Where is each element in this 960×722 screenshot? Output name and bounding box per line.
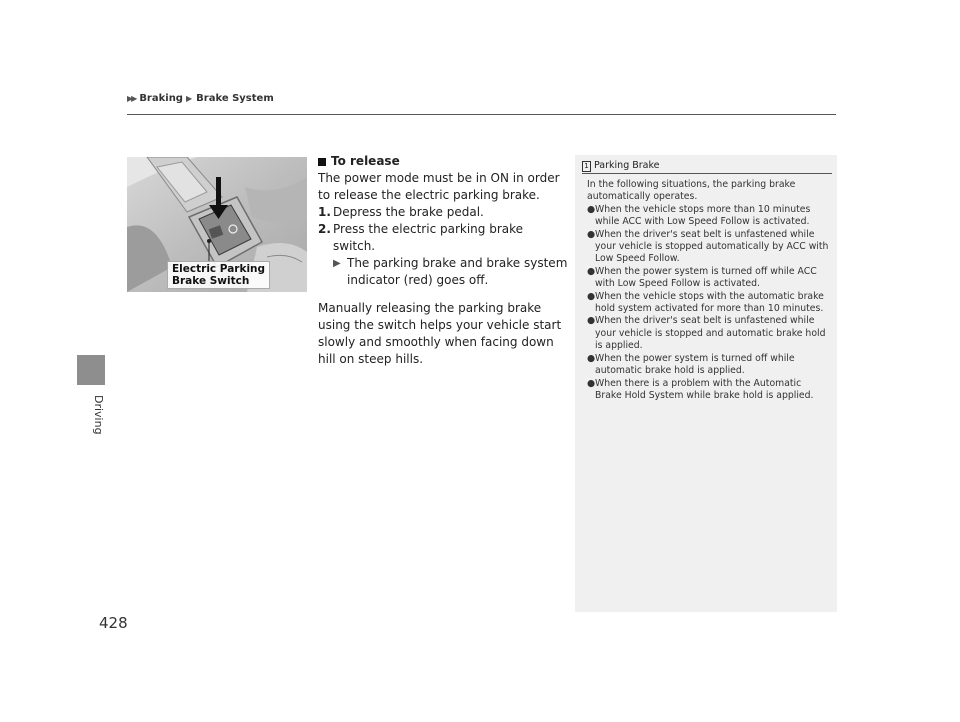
sidebar-note bbox=[575, 155, 837, 612]
note-bullet-item: ● When the power system is turned off while automatic brake hold is applied. bbox=[587, 352, 795, 377]
result-arrow-icon: ▶ bbox=[333, 258, 341, 269]
bullet-icon: ● bbox=[587, 228, 596, 240]
callout-line-1: Electric Parking bbox=[172, 263, 266, 275]
bullet-icon: ● bbox=[587, 203, 596, 215]
note-body bbox=[575, 174, 837, 402]
note-bullet-list bbox=[587, 204, 829, 403]
breadcrumb-arrow-icon: ▶▶ bbox=[127, 94, 136, 103]
note-header bbox=[582, 159, 832, 174]
step-item bbox=[318, 204, 568, 221]
section-title-text: To release bbox=[331, 154, 400, 168]
callout-line-2: Brake Switch bbox=[172, 275, 250, 287]
note-bullet-item: ● When the driver's seat belt is unfastened while your vehicle is stopped automatically by ACC with Low Speed Follow. bbox=[587, 228, 829, 265]
step-text: Depress the brake pedal. bbox=[333, 205, 484, 219]
bullet-icon: ● bbox=[587, 265, 596, 277]
step-result bbox=[318, 255, 568, 289]
note-bullet-item: ● When there is a problem with the Automatic Brake Hold System while brake hold is applied. bbox=[587, 377, 814, 401]
reference-icon: 1 bbox=[582, 161, 591, 172]
step-number: 2. bbox=[318, 222, 331, 236]
bullet-icon: ● bbox=[587, 377, 596, 389]
breadcrumb-arrow-icon: ▶ bbox=[185, 94, 193, 103]
release-paragraph: Manually releasing the parking brake using the switch helps your vehicle start slowly and smoothly when facing down hill on steep hills. bbox=[318, 301, 562, 366]
square-bullet-icon bbox=[318, 158, 326, 166]
chapter-tab-label: Driving bbox=[92, 395, 105, 435]
step-result-text: The parking brake and brake system indicator (red) goes off. bbox=[347, 256, 568, 287]
section-intro: The power mode must be in ON in order to release the electric parking brake. bbox=[318, 171, 560, 202]
note-intro: In the following situations, the parking brake automatically operates. bbox=[587, 179, 796, 203]
bullet-icon: ● bbox=[587, 315, 596, 327]
page-number: 428 bbox=[99, 614, 128, 632]
bullet-icon: ● bbox=[587, 290, 596, 302]
step-number: 1. bbox=[318, 205, 331, 219]
section-title bbox=[318, 153, 568, 170]
note-bullet-item: ● When the vehicle stops with the automatic brake hold system activated for more than 10 minutes. bbox=[587, 290, 824, 315]
switch-callout-label bbox=[167, 261, 270, 289]
main-content bbox=[318, 153, 568, 368]
step-text: Press the electric parking brake switch. bbox=[333, 222, 524, 253]
note-bullet-item: ● When the driver's seat belt is unfastened while your vehicle is stopped and automatic brake hold is applied. bbox=[587, 315, 826, 352]
chapter-tab[interactable] bbox=[77, 355, 105, 385]
breadcrumb-item-braking[interactable]: Braking bbox=[139, 93, 183, 104]
bullet-icon: ● bbox=[587, 352, 596, 364]
breadcrumb-item-brake-system[interactable]: Brake System bbox=[196, 93, 274, 104]
breadcrumb bbox=[127, 93, 274, 104]
note-bullet-item: ● When the power system is turned off while ACC with Low Speed Follow is activated. bbox=[587, 265, 817, 290]
step-item bbox=[318, 221, 568, 255]
note-title[interactable]: Parking Brake bbox=[594, 160, 660, 171]
header-rule bbox=[127, 114, 836, 115]
note-bullet-item: ● When the vehicle stops more than 10 minutes while ACC with Low Speed Follow is activated. bbox=[587, 203, 811, 228]
